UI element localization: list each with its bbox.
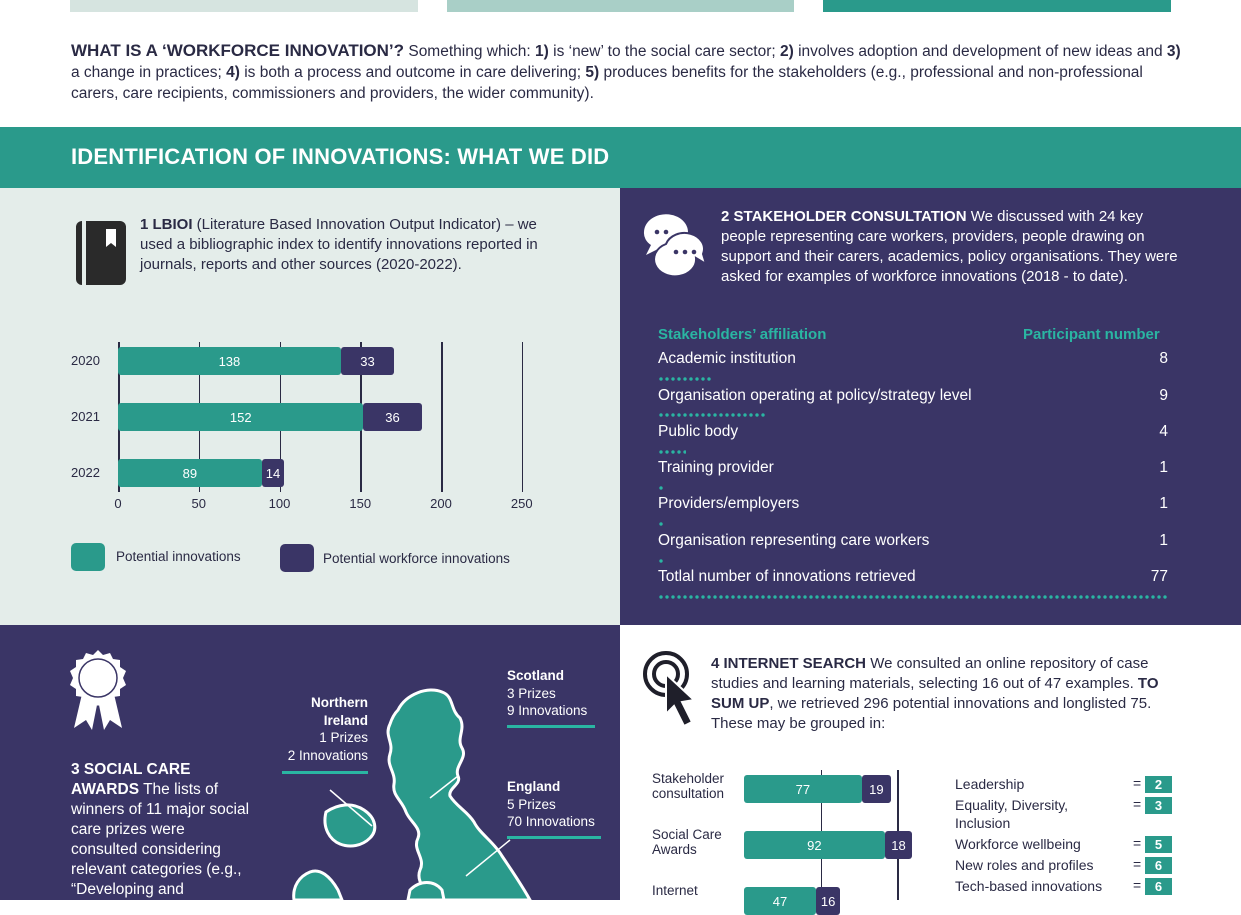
y-category-label: Social Care Awards [652, 827, 722, 857]
y-category-label: 2021 [71, 409, 100, 424]
section-header [0, 127, 1241, 188]
group-label: Tech-based innovations [955, 878, 1103, 894]
x-gridline [441, 342, 443, 492]
x-tick-label: 200 [430, 496, 452, 511]
table-row: Training provider 1 [658, 459, 1168, 476]
x-tick-label: 100 [268, 496, 291, 511]
row-dots [658, 521, 665, 527]
bar-retrieved: 77 [744, 775, 862, 803]
group-label: Workforce wellbeing [955, 836, 1081, 852]
y-category-label: 2022 [71, 465, 100, 480]
stakeholder-text: 2 STAKEHOLDER CONSULTATION We discussed with 24 key people representing care workers, providers, people drawing on support and their carers, academics, policy organisations. They were asked for examples of workforce innovations (2018 - to date). [721, 208, 1178, 285]
equals-sign: = [1133, 796, 1142, 812]
top-bar-1 [70, 0, 418, 12]
bar-potential-innovations: 138 [118, 347, 341, 375]
table-row-total: Totlal number of innovations retrieved 77 [658, 568, 1168, 585]
bar-potential-innovations: 89 [118, 459, 262, 487]
bar-potential-workforce-innovations: 33 [341, 347, 394, 375]
group-label: New roles and profiles [955, 857, 1094, 873]
lbioi-chart [60, 330, 560, 530]
row-dots [658, 412, 766, 418]
bar-retrieved: 92 [744, 831, 885, 859]
region-scotland: Scotland 3 Prizes 9 Innovations [507, 668, 588, 718]
group-label: Leadership [955, 776, 1025, 792]
search-chart [640, 765, 940, 909]
table-row: Organisation operating at policy/strategy level 9 [658, 387, 1168, 404]
x-tick-label: 50 [191, 496, 206, 511]
legend-label-potential: Potential innovations [116, 549, 241, 564]
row-dots [658, 558, 665, 564]
book-icon [74, 219, 128, 287]
group-count-badge: 2 [1145, 776, 1172, 793]
bar-potential-workforce-innovations: 14 [262, 459, 285, 487]
definition-lead: WHAT IS A ‘WORKFORCE INNOVATION’? [71, 41, 405, 60]
search-text: 4 INTERNET SEARCH We consulted an online repository of case studies and learning materials, selecting 16 out of 47 examples. TO SUM UP, we retrieved 296 potential innovations and longlisted 75. These may be grouped in: [711, 655, 1159, 732]
region-england: England 5 Prizes 70 Innovations [507, 779, 595, 829]
equals-sign: = [1133, 835, 1142, 851]
definition-text: WHAT IS A ‘WORKFORCE INNOVATION’? Something which: 1) is ‘new’ to the social care sector; 2) involves adoption and development of new ideas and 3) a change in practices; 4) is both a process and outcome in care delivering; 5) produces benefits for the stakeholders (e.g., professional and non-professional carers, care recipients, commissioners and providers, the wider community). [71, 41, 1181, 102]
y-category-label: Internet [652, 883, 698, 898]
cursor-click-icon [642, 650, 702, 732]
top-bar-2 [447, 0, 794, 12]
row-dots [658, 449, 686, 455]
equals-sign: = [1133, 856, 1142, 872]
table-row: Providers/employers 1 [658, 495, 1168, 512]
bar-longlisted: 18 [885, 831, 913, 859]
scotland-underline [507, 725, 595, 728]
table-header-affiliation: Stakeholders’ affiliation [658, 326, 827, 343]
group-count-badge: 6 [1145, 878, 1172, 895]
group-count-badge: 5 [1145, 836, 1172, 853]
region-northern-ireland: Northern Ireland 1 Prizes 2 Innovations [287, 695, 368, 763]
group-count-badge: 3 [1145, 797, 1172, 814]
equals-sign: = [1133, 877, 1142, 893]
total-dots [658, 594, 1168, 600]
speech-bubbles-icon [640, 210, 712, 272]
northern-ireland-underline [282, 771, 368, 774]
table-header-participants: Participant number [1023, 326, 1160, 343]
equals-sign: = [1133, 775, 1142, 791]
table-row: Organisation representing care workers 1 [658, 532, 1168, 549]
y-category-label: 2020 [71, 353, 100, 368]
award-rosette-icon [64, 648, 132, 730]
bar-retrieved: 47 [744, 887, 816, 915]
x-tick-label: 250 [510, 496, 533, 511]
table-row: Public body 4 [658, 423, 1168, 440]
table-row: Academic institution 8 [658, 350, 1168, 367]
lbioi-text: 1 LBIOI (Literature Based Innovation Output Indicator) – we used a bibliographic index to identify innovations reported in journals, reports and other sources (2020-2022). [140, 216, 538, 273]
row-dots [658, 376, 712, 382]
england-underline [507, 836, 601, 839]
bar-potential-innovations: 152 [118, 403, 363, 431]
awards-text: 3 SOCIAL CARE AWARDS The lists of winners of 11 major social care prizes were consulted considering relevant categories (e.g., “Developing and [71, 761, 250, 898]
x-tick-label: 150 [349, 496, 372, 511]
legend-swatch-workforce [280, 544, 314, 572]
bar-longlisted: 16 [816, 887, 840, 915]
group-label: Equality, Diversity, Inclusion [955, 797, 1069, 831]
bar-longlisted: 19 [862, 775, 891, 803]
y-category-label: Stakeholder consultation [652, 771, 725, 801]
legend-swatch-potential [71, 543, 105, 571]
bar-potential-workforce-innovations: 36 [363, 403, 421, 431]
x-gridline [522, 342, 524, 492]
legend-label-workforce: Potential workforce innovations [323, 551, 510, 566]
section-title: IDENTIFICATION OF INNOVATIONS: WHAT WE DID [71, 144, 610, 169]
row-dots [658, 485, 665, 491]
top-bar-3 [823, 0, 1171, 12]
x-tick-label: 0 [114, 496, 122, 511]
group-count-badge: 6 [1145, 857, 1172, 874]
